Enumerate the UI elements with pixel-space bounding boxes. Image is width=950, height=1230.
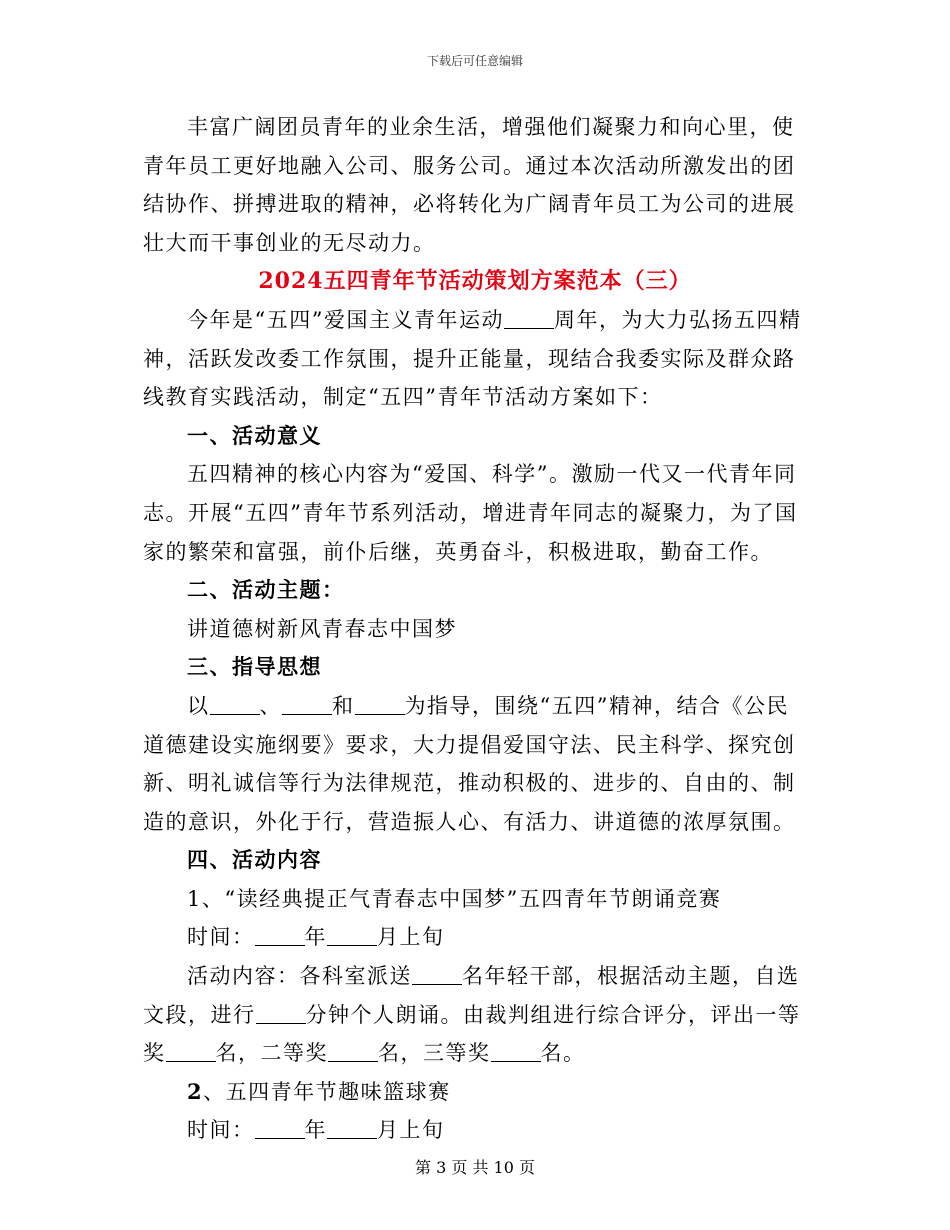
text: 名，三等奖 [378, 1041, 491, 1066]
text: 名年轻干部，根据活动主题，自选文段，进行 [143, 964, 800, 1027]
fill-blank [355, 696, 405, 715]
paragraph-background [143, 301, 807, 417]
text: 为指导，围绕“五四”精神，结合《公民道德建设实施纲要》要求，大力提倡爱国守法、民主科学、探究创新、明礼诚信等行为法律规范，推动积极的、进步的、自由的、制造的意识，外化于行，营造振人心、有活力、讲道德的浓厚氛围。 [143, 693, 796, 834]
text: 年 [304, 925, 327, 950]
fill-blank [282, 696, 332, 715]
fill-blank [255, 927, 305, 946]
text: 、 [259, 693, 282, 718]
text: 以 [187, 693, 210, 718]
text: 时间： [187, 925, 255, 950]
section-heading-4: 四、活动内容 [187, 847, 322, 873]
item-2-number: 2 [187, 1078, 204, 1104]
text: 活动内容：各科室派送 [187, 964, 412, 989]
fill-blank [327, 1120, 377, 1139]
text: 名，二等奖 [215, 1041, 328, 1066]
paragraph-guidance [143, 687, 807, 841]
item-2-time [143, 1111, 807, 1150]
fill-blank [491, 1043, 541, 1062]
section-heading-1: 一、活动意义 [187, 422, 322, 448]
text: 分钟个人朗诵。由裁判组进行综合评分，评出一等奖 [143, 1002, 801, 1066]
text: 周年，为大力弘扬五四精神，活跃发改委工作氛围，提升正能量，现结合我委实际及群众路线教育实践活动，制定“五四”青年节活动方案如下： [143, 307, 802, 410]
text: 月上旬 [377, 1118, 445, 1143]
item-1-time [143, 918, 807, 957]
fill-blank [255, 1120, 305, 1139]
fill-blank [328, 1043, 378, 1062]
paragraph-intro: 丰富广阔团员青年的业余生活，增强他们凝聚力和向心里，使青年员工更好地融入公司、服务公司。通过本次活动所激发出的团结协作、拼搏进取的精神，必将转化为广阔青年员工为公司的进展壮大而干事创业的无尽动力。 [143, 115, 796, 255]
fill-blank [166, 1043, 216, 1062]
paragraph-significance: 五四精神的核心内容为“爱国、科学”。激励一代又一代青年同志。开展“五四”青年节系列活动，增进青年同志的凝聚力，为了国家的繁荣和富强，前仆后继，英勇奋斗，积极进取，勤奋工作。 [143, 462, 798, 564]
text: 、五四青年节趣味篮球赛 [203, 1079, 451, 1104]
item-1-title: 1、“读经典提正气青春志中国梦”五四青年节朗诵竞赛 [187, 886, 722, 911]
fill-blank [327, 927, 377, 946]
text: 月上旬 [377, 925, 445, 950]
item-1-content [143, 957, 807, 1073]
text: 今年是“五四”爱国主义青年运动 [187, 307, 504, 332]
paragraph-theme: 讲道德树新风青春志中国梦 [187, 616, 457, 641]
fill-blank [210, 696, 260, 715]
text: 年 [304, 1118, 327, 1143]
text: 时间： [187, 1118, 255, 1143]
page-footer: 第 3 页 共 10 页 [415, 1158, 535, 1177]
page-header: 下载后可任意编辑 [426, 54, 523, 68]
document-title: 2024五四青年节活动策划方案范本（三） [258, 268, 692, 295]
text: 和 [332, 693, 355, 718]
fill-blank [412, 966, 462, 985]
fill-blank [256, 1005, 306, 1024]
fill-blank [504, 310, 554, 329]
document-body [143, 108, 807, 1150]
text: 名。 [540, 1041, 586, 1066]
item-2-title [143, 1073, 807, 1112]
section-heading-3: 三、指导思想 [187, 654, 322, 680]
section-heading-2: 二、活动主题： [187, 577, 345, 603]
